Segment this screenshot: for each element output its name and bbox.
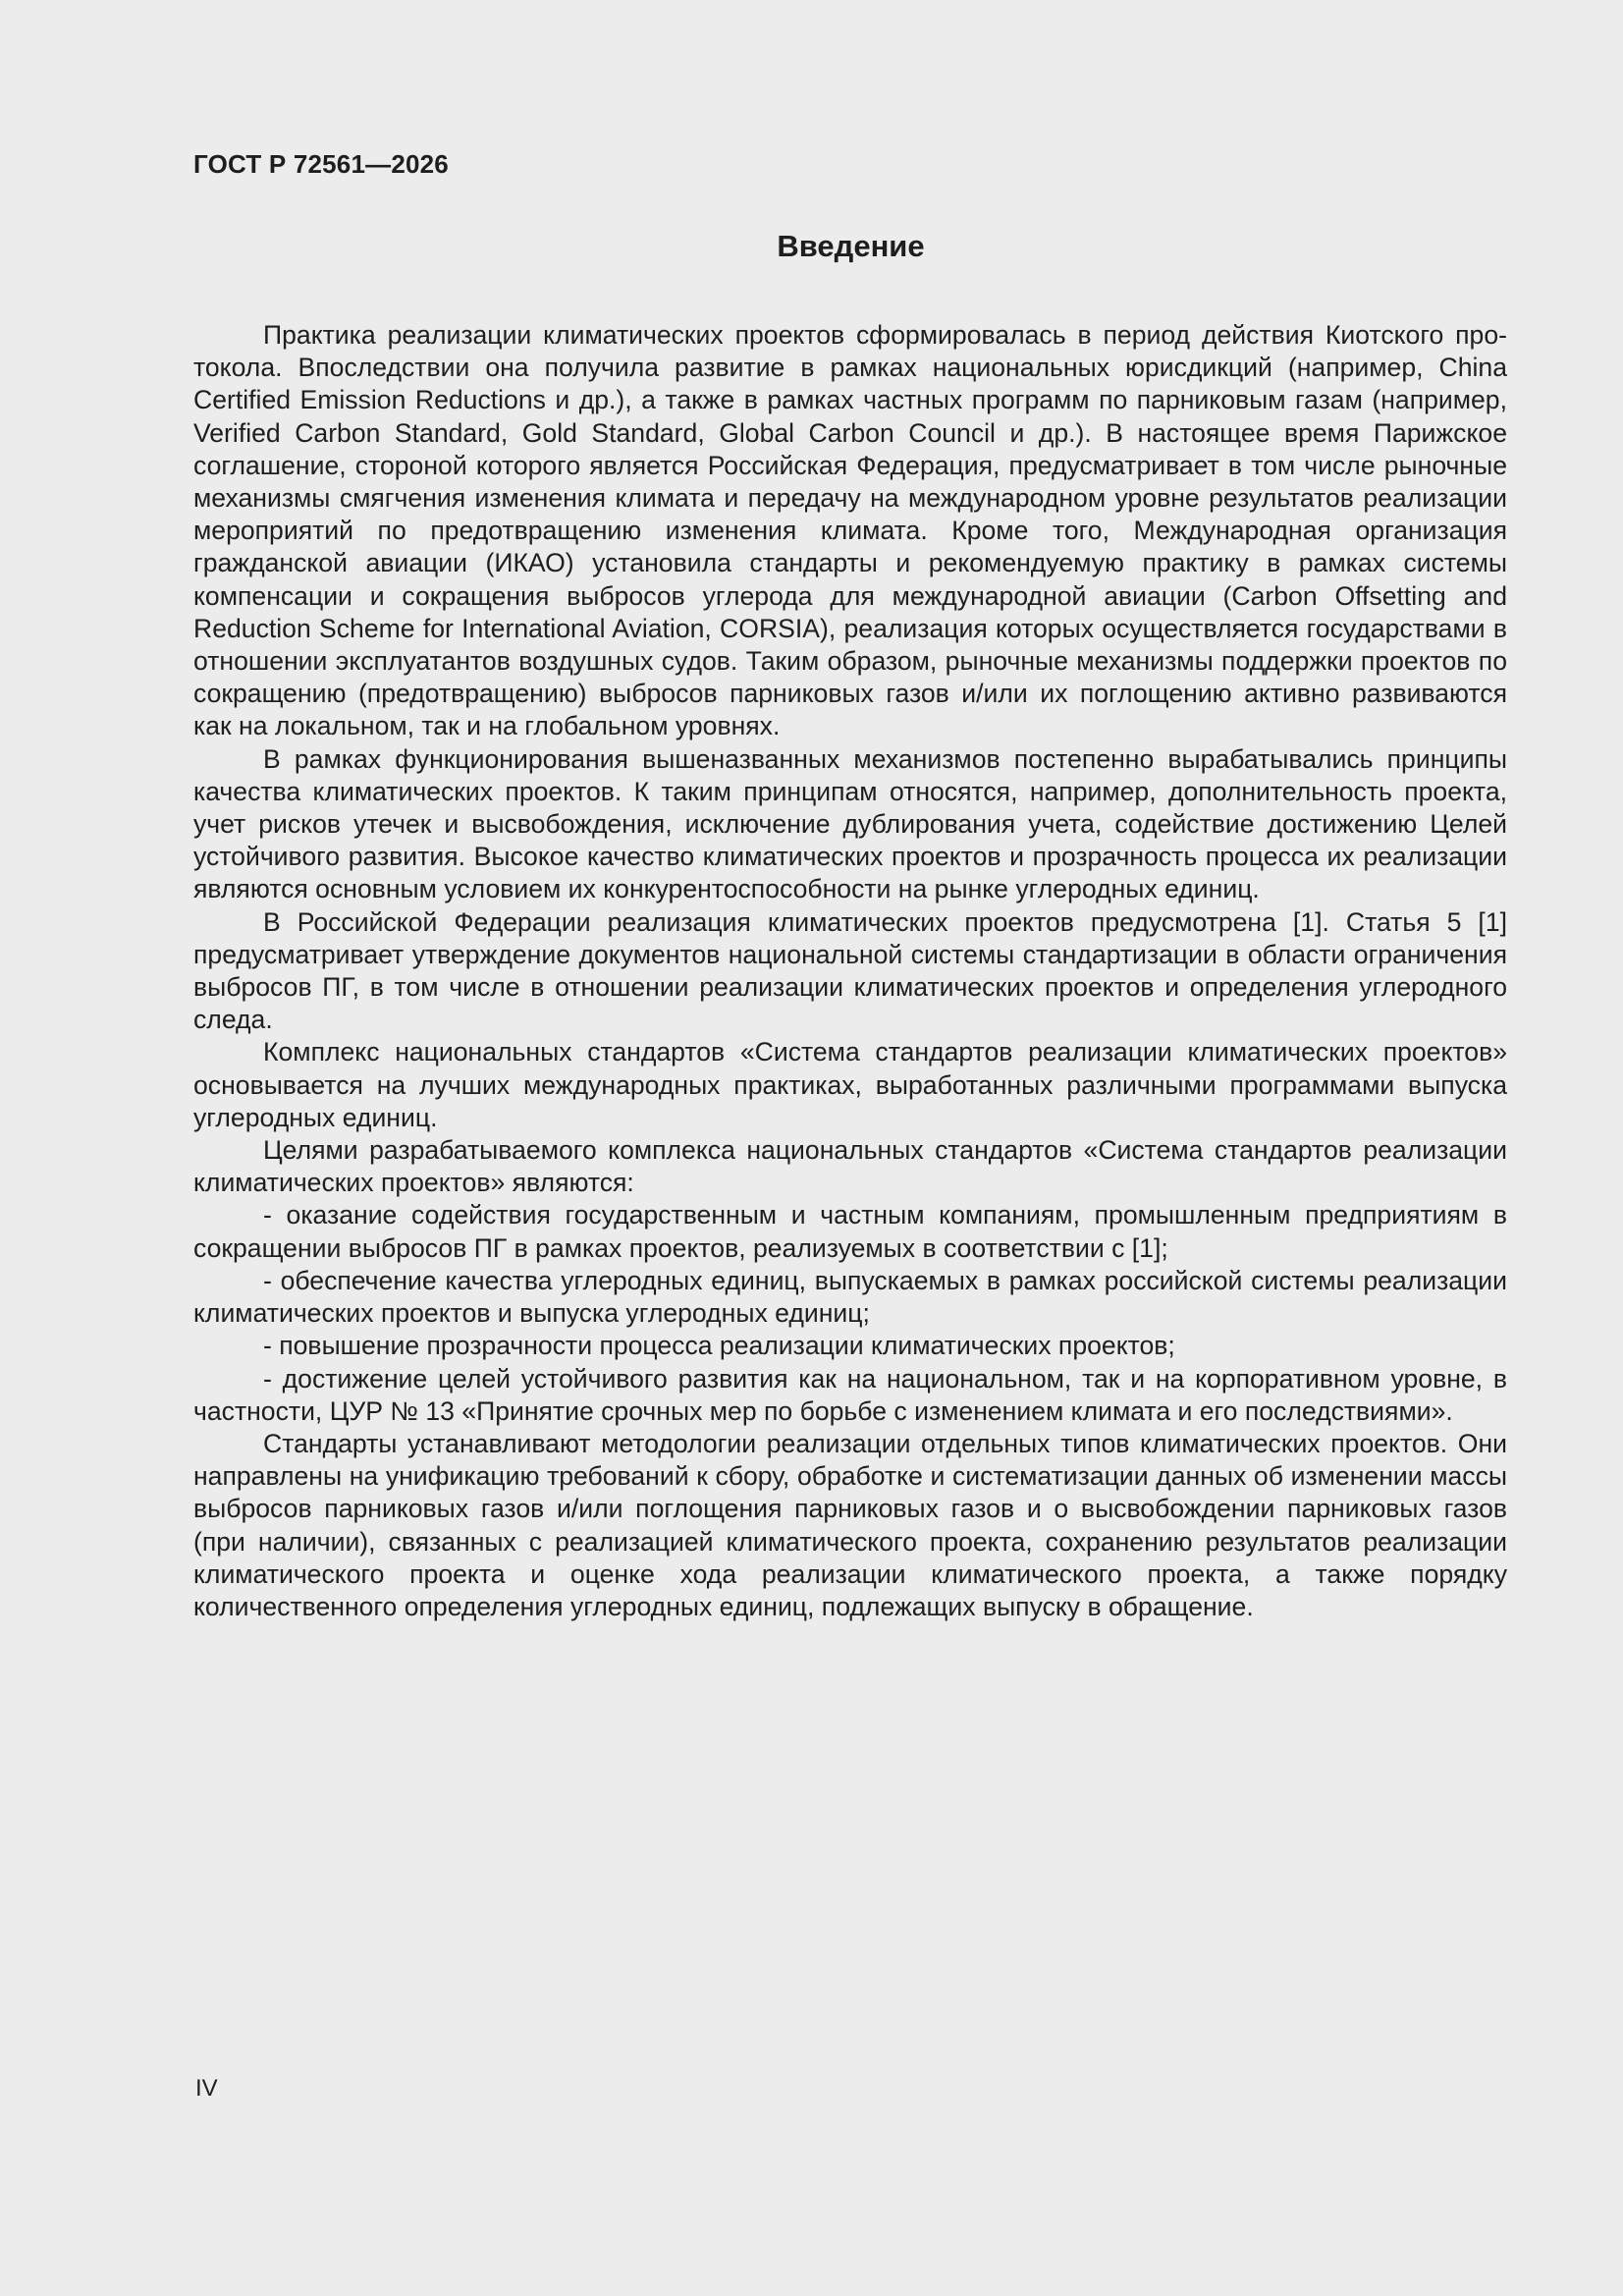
paragraph: Стандарты устанавливают методологии реализации отдельных типов климатических проектов. Они направлены на унификацию требований к сбору, обработке и систематизации данных об изменении массы выбросов парниковых газов и/или поглощения парниковых газов и о высвобождении парниковых газов (при наличии), связанных с реализацией климатического проекта, сохранению результатов реализации климатического проекта и оценке хода реализации климатического проекта, а также порядку количественного определения углеродных единиц, подлежащих выпуску в обращение. (193, 1428, 1507, 1621)
paragraph: Практика реализации климатических проектов сформировалась в период действия Киотского протокола. Впоследствии она получила развитие в рамках национальных юрисдикций (например, China Certified Emission Reductions и др.), а также в рамках частных программ по парниковым газам (например, Verified Carbon Standard, Gold Standard, Global Carbon Council и др.). В настоящее время Парижское соглашение, стороной которого является Российская Федерация, предусматривает в том числе рыночные механизмы смягчения изменения климата и передачу на международном уровне результатов реализации мероприятий по предотвращению изменения климата. Кроме того, Международная организация гражданской авиации (ИКАО) установила стандарты и рекомендуемую практику в рамках системы компенсации и сокращения выбросов углерода для международной авиации (Carbon Offsetting and Reduction Scheme for International Aviation, CORSIA), реализация которых осуществляется государствами в отношении эксплуатантов воздушных судов. Таким образом, рыночные механизмы поддержки проектов по сокращению (предотвращению) выбросов парниковых газов и/или их поглощению активно развиваются как на локальном, так и на глобальном уровнях. (193, 320, 1507, 741)
list-item: - повышение прозрачности процесса реализации климатических проектов; (263, 1331, 1175, 1361)
section-title: Введение (777, 229, 925, 263)
document-code: ГОСТ Р 72561—2026 (193, 149, 449, 179)
list-item: - достижение целей устойчивого развития как на национальном, так и на корпоративном уровне, в частности, ЦУР № 13 «Принятие срочных мер по борьбе с изменением климата и его последствиями». (193, 1363, 1507, 1426)
paragraph: Комплекс национальных стандартов «Система стандартов реализации климатических проектов» основывается на лучших международных практиках, выработанных различными программами выпуска углеродных единиц. (193, 1037, 1507, 1132)
paragraph: В Российской Федерации реализация климатических проектов предусмотрена [1]. Статья 5 [1] предусматривает утверждение документов национальной системы стандартизации в области ограничения выбросов ПГ, в том числе в отношении реализации климатических проектов и определения углеродного следа. (193, 906, 1507, 1035)
page-number: IV (195, 2075, 218, 2102)
body-text (193, 319, 1507, 1623)
paragraph: В рамках функционирования вышеназванных механизмов постепенно вырабатывались принципы качества климатических проектов. К таким принципам относятся, например, дополнительность проекта, учет рисков утечек и высвобождения, исключение дублирования учета, содействие достижению Целей устойчивого развития. Высокое качество климатических проектов и прозрачность процесса их реализации являются основным условием их конкурентоспособности на рынке углеродных единиц. (193, 743, 1507, 904)
list-item: - обеспечение качества углеродных единиц, выпускаемых в рамках российской системы реализации климатических проектов и выпуска углеродных единиц; (193, 1265, 1507, 1329)
paragraph: Целями разрабатываемого комплекса национальных стандартов «Система стандартов реализации климатических проектов» являются: (193, 1135, 1507, 1198)
list-item: - оказание содействия государственным и частным компаниям, промышленным предприятиям в сокращении выбросов ПГ в рамках проектов, реализуемых в соответствии с [1]; (193, 1200, 1507, 1263)
